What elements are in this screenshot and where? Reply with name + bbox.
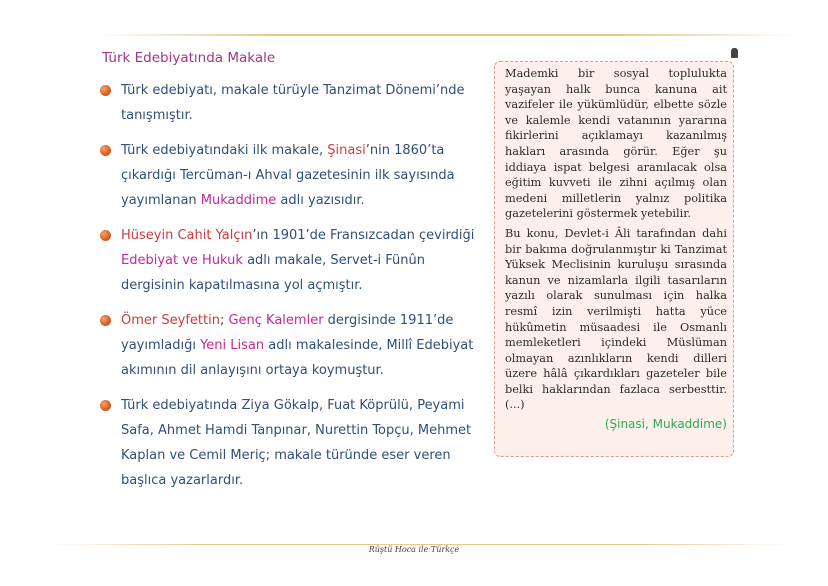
bullet-dot-icon	[100, 315, 111, 326]
top-divider	[96, 34, 796, 36]
bullet-item-first-article	[100, 138, 485, 213]
bullet-text: ’nin 1860’ta çıkardığı Tercüman-ı Ahval gazetesinin ilk sayısında yayımlanan	[121, 143, 455, 208]
page-corner-mark	[731, 48, 738, 58]
quote-source: (Şinasi, Mukaddime)	[604, 417, 727, 432]
work-highlight: Edebiyat ve Hukuk	[121, 253, 243, 268]
bullet-text: adlı makale, Servet-i Fünûn dergisinin kapatılmasına yol açmıştır.	[121, 253, 425, 293]
footer	[0, 537, 828, 556]
bullet-dot-icon	[100, 145, 111, 156]
work-highlight: Mukaddime	[200, 193, 277, 208]
footer-signature: Rüştü Hoca ile Türkçe	[363, 545, 466, 554]
work-highlight: Yeni Lisan	[200, 338, 265, 353]
bullet-item-authors	[100, 393, 485, 493]
bullet-item-hukuk	[100, 223, 485, 298]
bullet-text: Türk edebiyatında Ziya Gökalp, Fuat Köprülü, Peyami Safa, Ahmet Hamdi Tanpınar, Nurettin Topçu, Mehmet Kaplan ve Cemil Meriç; makale türünde eser veren başlıca yazarlardır.	[121, 398, 472, 488]
bullet-text: ’ın 1901’de Fransızcadan çevirdiği	[252, 228, 475, 243]
bullet-text: adlı yazısıdır.	[276, 193, 365, 208]
bullet-dot-icon	[100, 85, 111, 96]
bullet-text: dergisinde 1911’de yayımladığı	[121, 313, 454, 353]
bullet-text: Türk edebiyatındaki ilk makale,	[121, 143, 328, 158]
author-highlight: Şinasi	[327, 143, 366, 158]
bullet-text: Türk edebiyatı, makale türüyle Tanzimat Dönemi’nde tanışmıştır.	[121, 83, 465, 123]
bullet-item-yeni-lisan	[100, 308, 485, 383]
author-highlight: Ömer Seyfettin	[121, 313, 220, 328]
bullet-text: adlı makalesinde, Millî Edebiyat akımının dil anlayışını ortaya koymuştur.	[121, 338, 474, 378]
bullet-list	[100, 78, 485, 503]
quote-paragraph: Mademki bir sosyal toplulukta yaşayan halk bunca kanuna ait vazifeler ile yükümlüdür, elbette sözle ve kalemle kendi vatanının yararına fikirlerini açıklamayı kazanılmış hakları arasında görür. Eğer şu iddiaya ispat belgesi aranılacak olsa eğitim kuvveti ile zihni açılmış olan medeni milletlerin yalnız politika gazetelerini göstermek yetebilir.	[505, 67, 727, 221]
bullet-item-tanzimat	[100, 78, 485, 128]
bullet-dot-icon	[100, 230, 111, 241]
quote-paragraph: Bu konu, Devlet-i Âli tarafından dahi bir bakıma doğrulanmıştır ki Tanzimat Yüksek Meclisinin kuruluşu sırasında kanun ve nizamlarla ilgili tasarıların yazılı olarak sunulması için halka resmî izin verilmişti hatta yüce hükûmetin müsaadesi ile Osmanlı memleketleri içindeki Müslüman olmayan azınlıkların kendi dilleri üzere hâlâ çıkardıkları gazeteler bile belki haklarından fazlaca serbesttir. (...)	[505, 226, 727, 412]
magazine-highlight: Genç Kalemler	[228, 313, 324, 328]
author-highlight: Hüseyin Cahit Yalçın	[121, 228, 253, 243]
bullet-text: ;	[219, 313, 229, 328]
bullet-dot-icon	[100, 400, 111, 411]
quote-box	[494, 61, 734, 457]
section-title: Türk Edebiyatında Makale	[102, 50, 276, 66]
